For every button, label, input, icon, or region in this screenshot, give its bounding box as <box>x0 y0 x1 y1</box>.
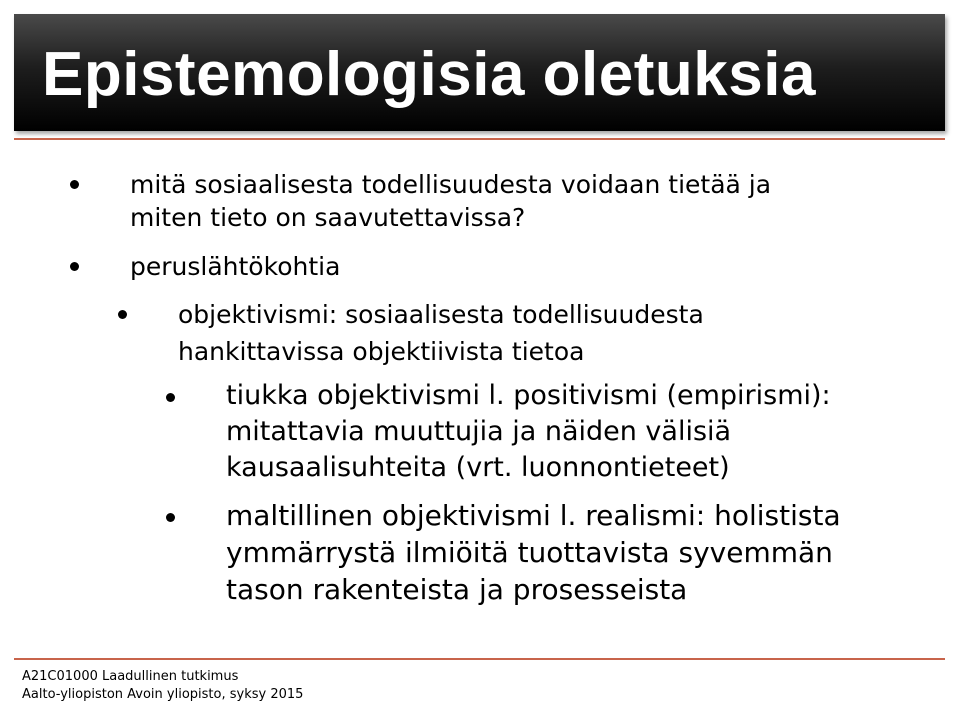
bullet-line: mitä sosiaalisesta todellisuudesta voidaan tietää ja <box>130 170 772 199</box>
bullet-dot-icon <box>118 310 127 319</box>
bullet-line: kausaalisuhteita (vrt. luonnontieteet) <box>226 452 730 483</box>
bullet-line: hankittavissa objektiivista tietoa <box>178 337 585 366</box>
title-bar <box>14 14 945 131</box>
footer-divider <box>14 658 945 660</box>
bullet-line: ymmärrystä ilmiöitä tuottavista syvemmän <box>226 536 833 569</box>
footer-course: A21C01000 Laadullinen tutkimus <box>22 669 239 684</box>
bullet-dot-icon <box>166 513 175 522</box>
bullet-dot-icon <box>70 262 79 271</box>
slide-title: Epistemologisia oletuksia <box>42 40 816 109</box>
bullet-line: miten tieto on saavutettavissa? <box>130 203 526 232</box>
bullet-line: peruslähtökohtia <box>130 252 341 281</box>
bullet-dot-icon <box>166 393 175 402</box>
bullet-dot-icon <box>70 180 79 189</box>
bullet-line: mitattavia muuttujia ja näiden välisiä <box>226 416 732 447</box>
footer-institution: Aalto-yliopiston Avoin yliopisto, syksy 2015 <box>22 687 304 702</box>
title-divider <box>14 138 945 140</box>
bullet-line: tiukka objektivismi l. positivismi (empirismi): <box>226 380 831 411</box>
bullet-line: maltillinen objektivismi l. realismi: holistista <box>226 499 841 532</box>
bullet-line: tason rakenteista ja prosesseista <box>226 573 688 606</box>
bullet-line: objektivismi: sosiaalisesta todellisuudesta <box>178 300 704 329</box>
